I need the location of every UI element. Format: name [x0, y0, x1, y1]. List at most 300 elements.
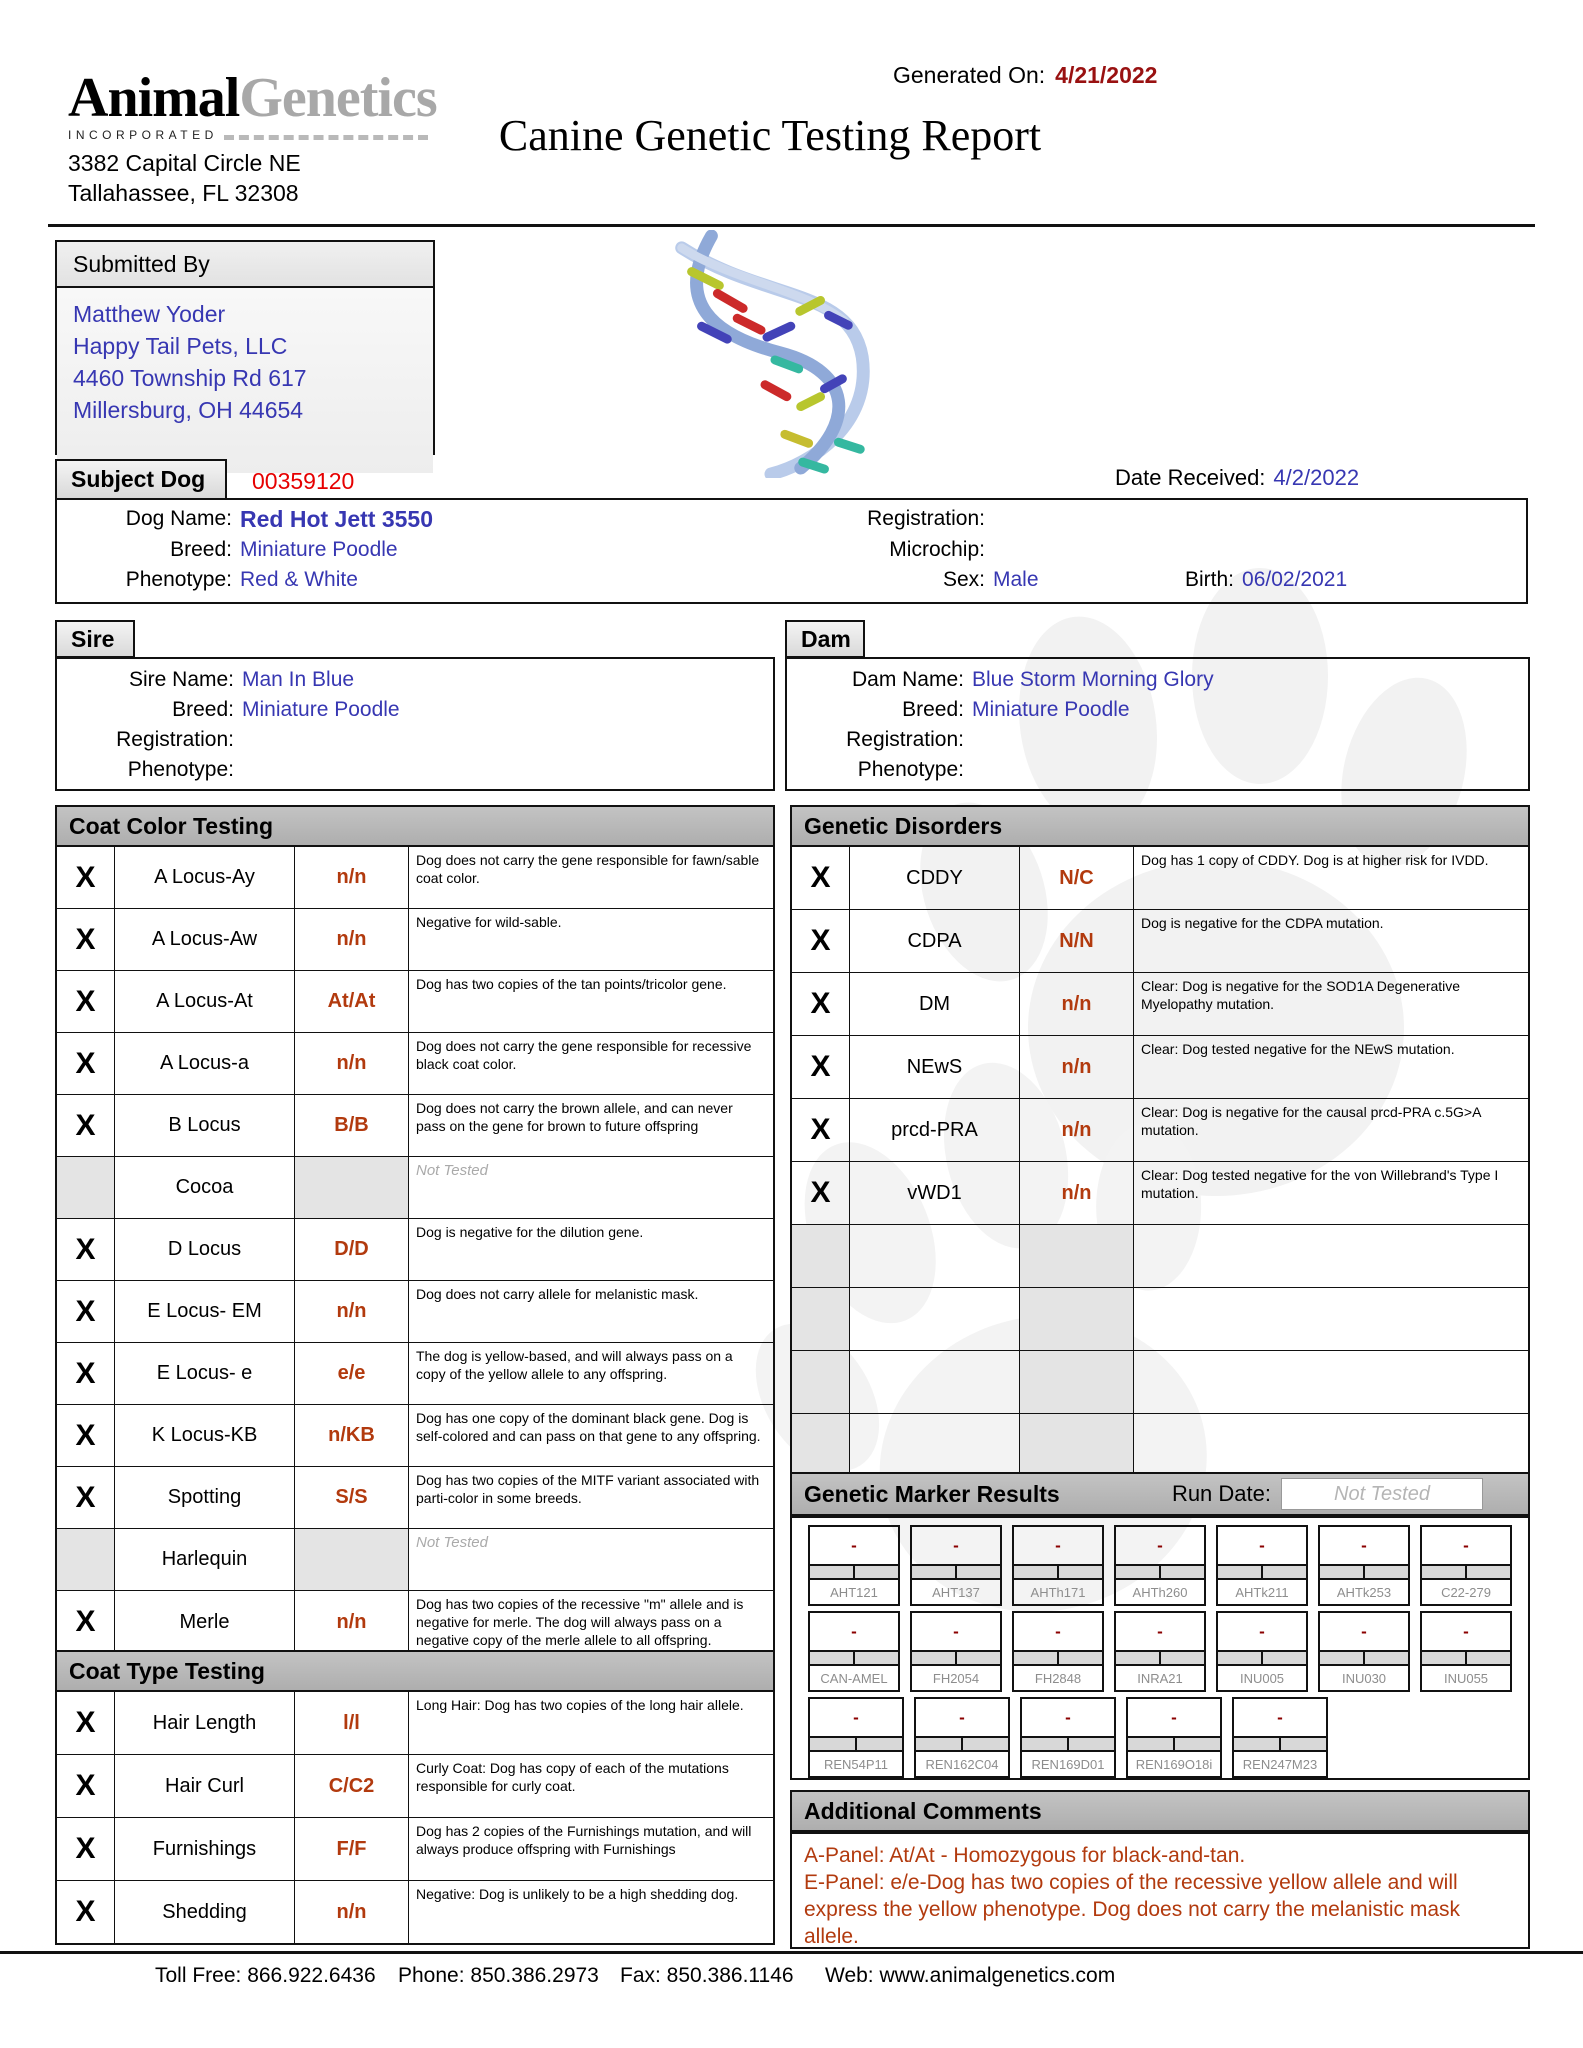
test-name: Hair Length [115, 1692, 295, 1754]
allele-cell-left [1014, 1566, 1057, 1578]
marker-cell [1012, 1611, 1104, 1692]
tested-x-mark: X [792, 910, 850, 972]
test-row [57, 1405, 773, 1467]
dam-breed-row [792, 697, 1130, 723]
marker-allele-bar [912, 1650, 1000, 1666]
marker-allele-bar [1218, 1564, 1306, 1580]
allele-cell-right [1363, 1652, 1408, 1664]
test-name: A Locus-At [115, 971, 295, 1032]
subject-dog-id: 00359120 [252, 468, 355, 494]
additional-comments-body [790, 1832, 1530, 1949]
test-result: n/n [295, 1033, 409, 1094]
marker-cell [1318, 1525, 1410, 1606]
dam-phenotype-label: Phenotype: [857, 758, 964, 781]
allele-cell-right [853, 1566, 898, 1578]
tested-x-mark [792, 1414, 850, 1476]
logo-incorporated-label: INCORPORATED [68, 128, 218, 142]
date-received-value: 4/2/2022 [1273, 465, 1360, 490]
marker-allele-bar [810, 1650, 898, 1666]
test-row [57, 1529, 773, 1591]
allele-cell-right [961, 1738, 1008, 1750]
sex-value: Male [993, 568, 1039, 591]
allele-cell-left [1218, 1566, 1261, 1578]
marker-name: CAN-AMEL [820, 1670, 888, 1686]
report-title: Canine Genetic Testing Report [498, 111, 1042, 160]
test-description: Curly Coat: Dog has copy of each of the mutations responsible for curly coat. [416, 1760, 729, 1795]
run-date-value: Not Tested [1281, 1478, 1483, 1510]
marker-allele-bar [1320, 1650, 1408, 1666]
sire-breed-value: Miniature Poodle [242, 698, 400, 721]
dam-name-row [792, 667, 1214, 693]
marker-result: - [1065, 1707, 1071, 1727]
test-row [57, 1343, 773, 1405]
footer-web: Web: www.animalgenetics.com [825, 1964, 1116, 1987]
test-result: At/At [295, 971, 409, 1032]
sire-phenotype-label: Phenotype: [127, 758, 234, 781]
allele-cell-left [1116, 1566, 1159, 1578]
submitted-by-line: 4460 Township Rd 617 [73, 365, 307, 391]
marker-allele-bar [912, 1564, 1000, 1580]
sire-breed-label: Breed: [172, 698, 234, 721]
additional-comment-line: E-Panel: e/e-Dog has two copies of the recessive yellow allele and will express the yellow phenotype. Dog does not carry the melanistic mask allele. [804, 1871, 1460, 1948]
marker-result: - [1259, 1621, 1265, 1641]
phenotype-label: Phenotype: [125, 568, 232, 591]
dog-name-row [62, 506, 433, 532]
test-description: Dog is negative for the dilution gene. [416, 1224, 644, 1240]
allele-cell-left [1128, 1738, 1173, 1750]
birth-label: Birth: [1185, 568, 1235, 591]
tested-x-mark: X [792, 1162, 850, 1224]
microchip-row [760, 537, 993, 563]
tested-x-mark [792, 1225, 850, 1287]
test-name: A Locus-Aw [115, 909, 295, 970]
test-description: Dog does not carry the gene responsible for fawn/sable coat color. [416, 852, 760, 887]
tested-x-mark: X [57, 971, 115, 1032]
marker-name: AHTh260 [1132, 1584, 1188, 1600]
test-description: Dog does not carry allele for melanistic mask. [416, 1286, 699, 1302]
test-name: Spotting [115, 1467, 295, 1528]
test-name: vWD1 [850, 1162, 1020, 1224]
test-description: Dog is negative for the CDPA mutation. [1141, 915, 1384, 931]
test-row [792, 1225, 1528, 1288]
sex-label: Sex: [942, 568, 985, 591]
allele-cell-left [1116, 1652, 1159, 1664]
marker-result: - [1259, 1535, 1265, 1555]
marker-cell [808, 1611, 900, 1692]
sire-name-row [62, 667, 354, 693]
test-name: prcd-PRA [850, 1099, 1020, 1161]
additional-comment-line: A-Panel: At/At - Homozygous for black-and-tan. [804, 1844, 1246, 1867]
test-description: Negative: Dog is unlikely to be a high shedding dog. [416, 1886, 739, 1902]
generated-on [893, 62, 1157, 89]
phenotype-value: Red & White [240, 568, 358, 591]
allele-cell-left [1422, 1566, 1465, 1578]
coat-color-testing-header: Coat Color Testing [55, 805, 775, 847]
birth-row [1185, 567, 1347, 593]
test-row [792, 1162, 1528, 1225]
dam-tab: Dam [785, 620, 865, 658]
marker-cell [910, 1611, 1002, 1692]
test-row [792, 847, 1528, 910]
test-result: n/n [1020, 1162, 1134, 1224]
test-name: Hair Curl [115, 1755, 295, 1817]
test-row [57, 1591, 773, 1654]
marker-name: AHT137 [932, 1584, 980, 1600]
allele-cell-left [1022, 1738, 1067, 1750]
tested-x-mark: X [57, 1692, 115, 1754]
marker-result: - [959, 1707, 965, 1727]
marker-cell [910, 1525, 1002, 1606]
tested-x-mark: X [57, 1095, 115, 1156]
marker-allele-bar [1234, 1736, 1326, 1752]
marker-result: - [1277, 1707, 1283, 1727]
test-row [792, 1351, 1528, 1414]
test-result: B/B [295, 1095, 409, 1156]
tested-x-mark: X [57, 1219, 115, 1280]
tested-x-mark: X [57, 1591, 115, 1654]
allele-cell-right [855, 1738, 902, 1750]
marker-allele-bar [1022, 1736, 1114, 1752]
test-row [57, 1881, 773, 1943]
marker-cell [1318, 1611, 1410, 1692]
tested-x-mark: X [57, 1818, 115, 1880]
microchip-label: Microchip: [889, 538, 985, 561]
test-description: Dog does not carry the gene responsible for recessive black coat color. [416, 1038, 752, 1073]
allele-cell-right [853, 1652, 898, 1664]
marker-name: C22-279 [1441, 1584, 1491, 1600]
marker-name: AHTk211 [1235, 1584, 1289, 1600]
test-name: CDPA [850, 910, 1020, 972]
submitted-by-address [57, 288, 433, 473]
test-row [57, 1467, 773, 1529]
allele-cell-left [1234, 1738, 1279, 1750]
allele-cell-right [1057, 1652, 1102, 1664]
sire-breed-row [62, 697, 400, 723]
test-result: n/n [295, 909, 409, 970]
sire-registration-row [62, 727, 242, 753]
test-row [57, 1219, 773, 1281]
marker-name: REN169D01 [1031, 1756, 1105, 1772]
logo-word-genetics: Genetics [239, 67, 437, 129]
marker-cell [1232, 1697, 1328, 1778]
test-description: Dog has two copies of the tan points/tricolor gene. [416, 976, 727, 992]
dam-registration-label: Registration: [846, 728, 964, 751]
company-logo [68, 67, 437, 208]
test-row [57, 1157, 773, 1219]
marker-result: - [1361, 1535, 1367, 1555]
footer-toll-free: Toll Free: 866.922.6436 [155, 1964, 376, 1987]
test-description: Dog has two copies of the MITF variant associated with parti-color in some breeds. [416, 1472, 760, 1507]
tested-x-mark [792, 1351, 850, 1413]
allele-cell-left [810, 1566, 853, 1578]
birth-value: 06/02/2021 [1242, 568, 1348, 591]
allele-cell-left [1218, 1652, 1261, 1664]
test-row [57, 1095, 773, 1157]
coat-type-testing-header: Coat Type Testing [55, 1650, 775, 1692]
marker-row [808, 1697, 1512, 1778]
test-result: D/D [295, 1219, 409, 1280]
marker-allele-bar [1422, 1650, 1510, 1666]
test-description: Clear: Dog tested negative for the NEwS mutation. [1141, 1041, 1455, 1057]
dam-breed-value: Miniature Poodle [972, 698, 1130, 721]
marker-allele-bar [1014, 1564, 1102, 1580]
genetic-disorders-table [790, 847, 1530, 1478]
test-result [1020, 1351, 1134, 1413]
allele-cell-right [1261, 1652, 1306, 1664]
test-name: E Locus- e [115, 1343, 295, 1404]
date-received [1115, 465, 1359, 491]
marker-cell [1216, 1611, 1308, 1692]
marker-name: REN162C04 [925, 1756, 999, 1772]
marker-allele-bar [1014, 1650, 1102, 1666]
marker-result: - [1463, 1621, 1469, 1641]
marker-cell [1420, 1611, 1512, 1692]
test-result: C/C2 [295, 1755, 409, 1817]
allele-cell-right [955, 1652, 1000, 1664]
test-result: n/n [1020, 973, 1134, 1035]
allele-cell-right [1067, 1738, 1114, 1750]
footer-phone: Phone: 850.386.2973 [398, 1964, 599, 1987]
test-row [57, 847, 773, 909]
tested-x-mark: X [57, 1033, 115, 1094]
test-description [1134, 1225, 1528, 1287]
tested-x-mark: X [57, 1755, 115, 1817]
test-row [57, 971, 773, 1033]
test-row [57, 1818, 773, 1881]
sire-phenotype-row [62, 757, 242, 783]
test-description: Clear: Dog tested negative for the von Willebrand's Type I mutation. [1141, 1167, 1499, 1202]
test-description: Long Hair: Dog has two copies of the long hair allele. [416, 1697, 744, 1713]
test-description [1134, 1414, 1528, 1476]
allele-cell-right [1159, 1652, 1204, 1664]
allele-cell-right [1465, 1652, 1510, 1664]
test-result [1020, 1288, 1134, 1350]
test-name: Cocoa [115, 1157, 295, 1218]
marker-name: AHT121 [830, 1584, 878, 1600]
test-row [57, 1692, 773, 1755]
test-name [850, 1225, 1020, 1287]
marker-cell [808, 1697, 904, 1778]
test-row [57, 1281, 773, 1343]
dog-name-value: Red Hot Jett 3550 [240, 506, 434, 532]
marker-allele-bar [1218, 1650, 1306, 1666]
test-name: Harlequin [115, 1529, 295, 1590]
marker-name: INU005 [1239, 1670, 1285, 1686]
genetic-marker-grid [790, 1516, 1530, 1780]
test-result: F/F [295, 1818, 409, 1880]
company-address-line1: 3382 Capital Circle NE [68, 150, 301, 176]
marker-allele-bar [1422, 1564, 1510, 1580]
allele-cell-left [912, 1566, 955, 1578]
tested-x-mark: X [57, 1467, 115, 1528]
marker-result: - [1055, 1535, 1061, 1555]
allele-cell-left [810, 1738, 855, 1750]
test-name: E Locus- EM [115, 1281, 295, 1342]
test-description: Dog has one copy of the dominant black gene. Dog is self-colored and can pass on that gene to any offspring. [416, 1410, 761, 1445]
test-result [1020, 1225, 1134, 1287]
logo-incorporated-row [68, 128, 428, 142]
marker-name: REN169O18i [1135, 1756, 1213, 1772]
test-result [295, 1157, 409, 1218]
test-result: N/C [1020, 847, 1134, 909]
test-row [792, 973, 1528, 1036]
coat-color-testing-table [55, 847, 775, 1656]
generated-on-label: Generated On: [893, 62, 1046, 88]
test-description [1134, 1288, 1528, 1350]
test-description [1134, 1351, 1528, 1413]
allele-cell-right [1261, 1566, 1306, 1578]
marker-result: - [1055, 1621, 1061, 1641]
dam-registration-row [792, 727, 972, 753]
tested-x-mark [57, 1529, 115, 1590]
test-description: Clear: Dog is negative for the causal prcd-PRA c.5G>A mutation. [1141, 1104, 1481, 1139]
test-result: e/e [295, 1343, 409, 1404]
breed-value: Miniature Poodle [240, 538, 398, 561]
test-name: A Locus-a [115, 1033, 295, 1094]
genetic-marker-results-title: Genetic Marker Results [804, 1480, 1060, 1507]
allele-cell-right [1173, 1738, 1220, 1750]
sire-name-value: Man In Blue [242, 668, 355, 691]
test-name [850, 1414, 1020, 1476]
marker-name: INRA21 [1137, 1670, 1183, 1686]
test-description: The dog is yellow-based, and will always pass on a copy of the yellow allele to any offspring. [416, 1348, 733, 1383]
test-description: Dog does not carry the brown allele, and can never pass on the gene for brown to future offspring [416, 1100, 733, 1135]
marker-cell [1020, 1697, 1116, 1778]
allele-cell-right [1465, 1566, 1510, 1578]
test-name: DM [850, 973, 1020, 1035]
dam-phenotype-row [792, 757, 972, 783]
test-name [850, 1288, 1020, 1350]
test-result: n/n [295, 1881, 409, 1943]
tested-x-mark: X [57, 1881, 115, 1943]
allele-cell-left [810, 1652, 853, 1664]
tested-x-mark: X [792, 847, 850, 909]
test-row [57, 1755, 773, 1818]
test-name: Shedding [115, 1881, 295, 1943]
tested-x-mark [57, 1157, 115, 1218]
test-row [792, 1414, 1528, 1476]
marker-name: INU055 [1443, 1670, 1489, 1686]
submitted-by-line: Millersburg, OH 44654 [73, 397, 304, 423]
test-result: n/n [295, 1591, 409, 1654]
test-description: Not Tested [416, 1162, 488, 1179]
tested-x-mark [792, 1288, 850, 1350]
test-row [57, 909, 773, 971]
marker-cell [1114, 1525, 1206, 1606]
test-row [792, 1036, 1528, 1099]
marker-result: - [1361, 1621, 1367, 1641]
genetic-disorders-header: Genetic Disorders [790, 805, 1530, 847]
registration-row [760, 506, 993, 532]
marker-name: INU030 [1341, 1670, 1387, 1686]
marker-result: - [953, 1621, 959, 1641]
footer-divider [0, 1951, 1583, 1954]
phenotype-row [62, 567, 358, 593]
test-result: n/n [295, 847, 409, 908]
marker-name: FH2054 [932, 1670, 980, 1686]
test-name: B Locus [115, 1095, 295, 1156]
test-row [792, 910, 1528, 973]
marker-result: - [953, 1535, 959, 1555]
test-name: CDDY [850, 847, 1020, 909]
test-result: n/n [1020, 1036, 1134, 1098]
test-result [1020, 1414, 1134, 1476]
tested-x-mark: X [57, 1281, 115, 1342]
allele-cell-left [1422, 1652, 1465, 1664]
footer-fax: Fax: 850.386.1146 [620, 1964, 794, 1987]
date-received-label: Date Received: [1115, 465, 1266, 490]
submitted-by-line: Happy Tail Pets, LLC [73, 333, 288, 359]
marker-cell [1126, 1697, 1222, 1778]
test-result: S/S [295, 1467, 409, 1528]
allele-cell-right [1279, 1738, 1326, 1750]
additional-comments-header: Additional Comments [790, 1790, 1530, 1832]
generated-on-value: 4/21/2022 [1055, 62, 1158, 88]
allele-cell-left [916, 1738, 961, 1750]
test-result: N/N [1020, 910, 1134, 972]
marker-row [808, 1525, 1512, 1606]
marker-name: REN54P11 [823, 1756, 889, 1772]
allele-cell-right [1159, 1566, 1204, 1578]
allele-cell-left [1320, 1652, 1363, 1664]
test-description: Dog has 2 copies of the Furnishings mutation, and will always produce offspring with Furnishings [416, 1823, 752, 1858]
dam-name-label: Dam Name: [851, 668, 964, 691]
run-date-label: Run Date: [1171, 1481, 1271, 1506]
test-result: n/n [295, 1281, 409, 1342]
tested-x-mark: X [792, 1099, 850, 1161]
marker-result: - [1171, 1707, 1177, 1727]
marker-result: - [1463, 1535, 1469, 1555]
sire-tab: Sire [55, 620, 135, 658]
dna-helix-image [615, 230, 915, 478]
marker-result: - [851, 1535, 857, 1555]
marker-result: - [853, 1707, 859, 1727]
allele-cell-left [912, 1652, 955, 1664]
marker-allele-bar [1320, 1564, 1408, 1580]
marker-result: - [1157, 1535, 1163, 1555]
marker-name: FH2848 [1034, 1670, 1082, 1686]
test-name [850, 1351, 1020, 1413]
test-name: D Locus [115, 1219, 295, 1280]
test-result [295, 1529, 409, 1590]
tested-x-mark: X [57, 909, 115, 970]
tested-x-mark: X [57, 1343, 115, 1404]
marker-cell [1114, 1611, 1206, 1692]
marker-cell [914, 1697, 1010, 1778]
dam-breed-label: Breed: [902, 698, 964, 721]
test-description: Clear: Dog is negative for the SOD1A Degenerative Myelopathy mutation. [1141, 978, 1461, 1013]
marker-name: AHTk253 [1336, 1584, 1392, 1600]
marker-allele-bar [916, 1736, 1008, 1752]
dog-name-label: Dog Name: [125, 507, 232, 530]
tested-x-mark: X [57, 1405, 115, 1466]
test-result: l/l [295, 1692, 409, 1754]
allele-cell-right [955, 1566, 1000, 1578]
subject-dog-tab: Subject Dog [55, 459, 227, 500]
submitted-by-title: Submitted By [57, 242, 433, 288]
marker-result: - [1157, 1621, 1163, 1641]
coat-type-testing-table [55, 1692, 775, 1945]
marker-allele-bar [1116, 1650, 1204, 1666]
company-logo-text [68, 67, 437, 129]
tested-x-mark: X [792, 973, 850, 1035]
genetic-marker-results-header [790, 1472, 1530, 1516]
test-name: Furnishings [115, 1818, 295, 1880]
logo-word-animal: Animal [68, 67, 240, 129]
marker-cell [1012, 1525, 1104, 1606]
sire-registration-label: Registration: [116, 728, 234, 751]
marker-allele-bar [810, 1564, 898, 1580]
